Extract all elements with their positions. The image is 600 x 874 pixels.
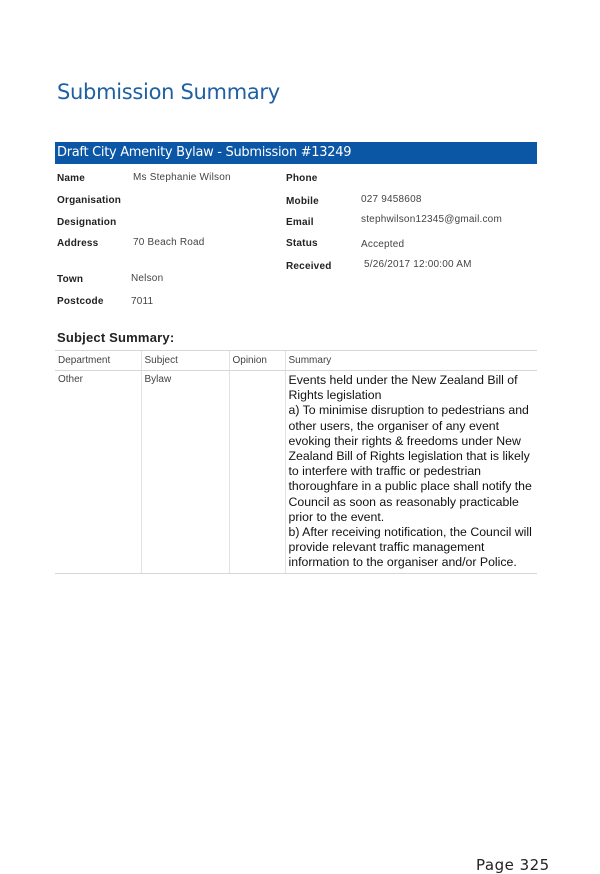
department-cell: Other: [55, 371, 141, 574]
town-label: Town: [57, 274, 84, 285]
subject-summary-table: [55, 350, 537, 574]
received-label: Received: [286, 261, 332, 272]
column-header-department: Department: [55, 351, 141, 371]
page-number: Page 325: [476, 856, 550, 874]
received-value: 5/26/2017 12:00:00 AM: [364, 259, 472, 270]
postcode-value: 7011: [131, 296, 154, 307]
name-label: Name: [57, 173, 86, 184]
email-label: Email: [286, 217, 314, 228]
page-title: Submission Summary: [57, 80, 280, 104]
address-label: Address: [57, 238, 99, 249]
table-header-row: [55, 351, 537, 371]
postcode-label: Postcode: [57, 296, 104, 307]
email-value: stephwilson12345@gmail.com: [361, 214, 502, 225]
subject-summary-heading: Subject Summary:: [57, 330, 175, 345]
subject-cell: Bylaw: [141, 371, 229, 574]
status-label: Status: [286, 238, 318, 249]
mobile-value: 027 9458608: [361, 194, 422, 205]
status-value: Accepted: [361, 239, 405, 250]
summary-cell: Events held under the New Zealand Bill of Rights legislation a) To minimise disruption to pedestrians and other users, the organiser of any event evoking their rights & freedoms under New Zealand Bill of Rights legislation that is likely to interfere with traffic or pedestrian thoroughfare in a public place shall notify the Council as soon as reasonably practicable prior to the event. b) After receiving notification, the Council will provide relevant traffic management information to the organiser and/or Police.: [285, 371, 537, 574]
column-header-summary: Summary: [285, 351, 537, 371]
organisation-label: Organisation: [57, 195, 122, 206]
submission-banner: Draft City Amenity Bylaw - Submission #13249: [55, 142, 537, 164]
phone-label: Phone: [286, 173, 318, 184]
mobile-label: Mobile: [286, 196, 319, 207]
name-value: Ms Stephanie Wilson: [133, 172, 231, 183]
designation-label: Designation: [57, 217, 117, 228]
town-value: Nelson: [131, 273, 164, 284]
table-row: [55, 371, 537, 574]
opinion-cell: [229, 371, 285, 574]
column-header-subject: Subject: [141, 351, 229, 371]
address-value: 70 Beach Road: [133, 237, 205, 248]
column-header-opinion: Opinion: [229, 351, 285, 371]
